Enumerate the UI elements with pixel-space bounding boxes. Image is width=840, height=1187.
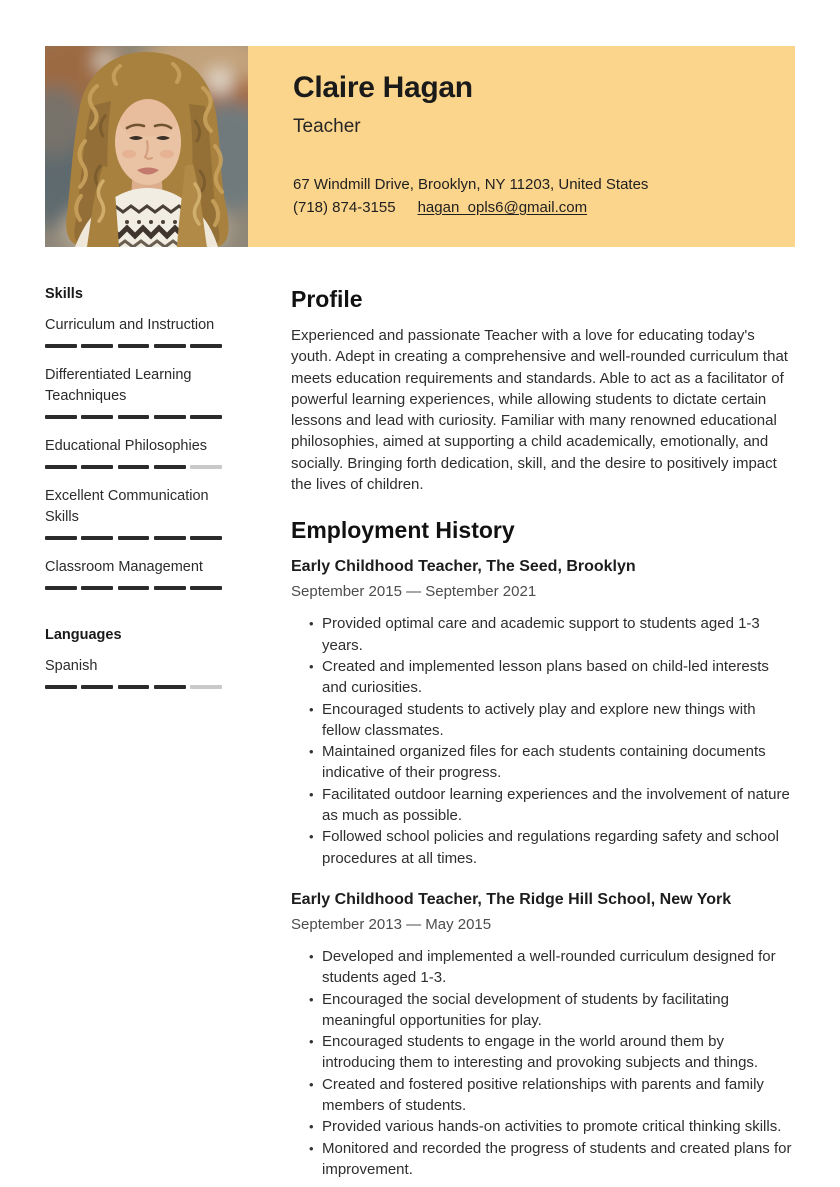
job-dates-text: September 2013 — May 2015 [291, 915, 492, 933]
rated-item-label: Classroom Management [45, 559, 203, 575]
rating-bar-segment [45, 536, 77, 540]
rating-bar-segment [154, 586, 186, 590]
header-content [248, 46, 795, 247]
job-bullet: • Facilitated outdoor learning experiences and the involvement of nature as much as possible. [309, 784, 795, 827]
main-column [291, 286, 795, 1187]
rating-bar-segment [154, 465, 186, 469]
rating-bar-segment [45, 465, 77, 469]
person-name: Claire Hagan [293, 71, 473, 104]
rating-bar [45, 685, 222, 689]
job-entry [291, 556, 795, 869]
languages-heading: Languages [45, 627, 122, 643]
rating-bar-segment [154, 536, 186, 540]
employment-section [291, 517, 795, 1180]
job-bullet: • Created and fostered positive relationships with parents and family members of students. [309, 1074, 795, 1117]
rated-item-label: Educational Philosophies [45, 438, 208, 454]
rating-bar-segment [81, 344, 113, 348]
rating-bar-segment [190, 465, 222, 469]
job-bullet: • Encouraged the social development of students by facilitating meaningful opportunities for play. [309, 989, 795, 1032]
skills-list [45, 315, 222, 590]
profile-heading: Profile [291, 286, 363, 312]
profile-section [291, 286, 795, 495]
rating-bar-segment [154, 685, 186, 689]
rating-bar-segment [190, 586, 222, 590]
profile-text: Experienced and passionate Teacher with a love for educating today's youth. Adept in creating a comprehensive and well-rounded curriculum that meets education requirements and standards. Able to act as a facilitator of powerful learning experiences, while allowing students to dictate certain lessons and lead with curiosity. Familiar with many renowned educational philosophies, aimed at supporting a child academically, emotionally, and socially. Bringing forth dedication, skill, and the desire to positively impact the lives of children. [291, 327, 788, 494]
phone-email-row [293, 197, 648, 219]
rating-bar-segment [118, 415, 150, 419]
job-bullet: • Followed school policies and regulations regarding safety and school procedures at all times. [309, 826, 795, 869]
jobs-list [291, 556, 795, 1180]
resume-header [45, 46, 795, 247]
rating-bar-segment [81, 685, 113, 689]
job-bullet: • Provided optimal care and academic support to students aged 1-3 years. [309, 613, 795, 656]
rated-item [45, 436, 222, 469]
job-title-text: Early Childhood Teacher, The Seed, Brooklyn [291, 558, 636, 576]
rated-item [45, 315, 222, 348]
rating-bar-segment [118, 685, 150, 689]
rating-bar-segment [118, 344, 150, 348]
employment-heading: Employment History [291, 517, 515, 544]
rating-bar-segment [190, 536, 222, 540]
languages-list [45, 656, 222, 689]
rating-bar-segment [190, 415, 222, 419]
rating-bar-segment [118, 586, 150, 590]
rating-bar-segment [45, 344, 77, 348]
job-bullet: • Monitored and recorded the progress of students and created plans for improvement. [309, 1138, 795, 1181]
job-bullet-list [309, 946, 795, 1180]
rating-bar-segment [81, 536, 113, 540]
rated-item [45, 365, 222, 419]
job-bullet: • Provided various hands-on activities to promote critical thinking skills. [309, 1116, 795, 1137]
rating-bar-segment [81, 586, 113, 590]
rating-bar-segment [118, 536, 150, 540]
profile-photo [45, 46, 248, 247]
rating-bar-segment [81, 415, 113, 419]
rated-item [45, 557, 222, 590]
rating-bar-segment [154, 415, 186, 419]
person-job-title: Teacher [293, 115, 361, 137]
rated-item [45, 486, 222, 540]
job-bullet: • Developed and implemented a well-rounded curriculum designed for students aged 1-3. [309, 946, 795, 989]
rating-bar [45, 586, 222, 590]
rated-item-label: Curriculum and Instruction [45, 317, 215, 333]
job-bullet: • Created and implemented lesson plans based on child-led interests and curiosities. [309, 656, 795, 699]
rated-item-label: Spanish [45, 658, 98, 674]
job-bullet: • Encouraged students to engage in the world around them by introducing them to interesting and provoking subjects and things. [309, 1031, 795, 1074]
rating-bar-segment [45, 586, 77, 590]
rating-bar-segment [45, 685, 77, 689]
rated-item-label: Excellent Communication Skills [45, 488, 209, 525]
rating-bar [45, 415, 222, 419]
job-title-text: Early Childhood Teacher, The Ridge Hill School, New York [291, 890, 732, 908]
rating-bar-segment [118, 465, 150, 469]
rating-bar [45, 465, 222, 469]
contact-block [293, 174, 648, 219]
rating-bar [45, 536, 222, 540]
rating-bar-segment [154, 344, 186, 348]
job-dates-text: September 2015 — September 2021 [291, 583, 537, 601]
job-bullet-list [309, 613, 795, 869]
job-bullet: • Encouraged students to actively play and explore new things with fellow classmates. [309, 699, 795, 742]
job-entry [291, 889, 795, 1180]
rating-bar-segment [81, 465, 113, 469]
address-text: 67 Windmill Drive, Brooklyn, NY 11203, United States [293, 176, 649, 193]
phone-text: (718) 874-3155 [293, 199, 396, 216]
rated-item-label: Differentiated Learning Teachniques [45, 367, 192, 404]
email-link[interactable]: hagan_opls6@gmail.com [417, 199, 588, 216]
skills-heading: Skills [45, 286, 83, 302]
rating-bar [45, 344, 222, 348]
rated-item [45, 656, 222, 689]
content-columns [0, 247, 840, 1187]
sidebar [45, 286, 222, 1187]
job-bullet: • Maintained organized files for each students containing documents indicative of their progress. [309, 741, 795, 784]
rating-bar-segment [190, 685, 222, 689]
portrait-illustration [45, 46, 248, 247]
rating-bar-segment [190, 344, 222, 348]
rating-bar-segment [45, 415, 77, 419]
